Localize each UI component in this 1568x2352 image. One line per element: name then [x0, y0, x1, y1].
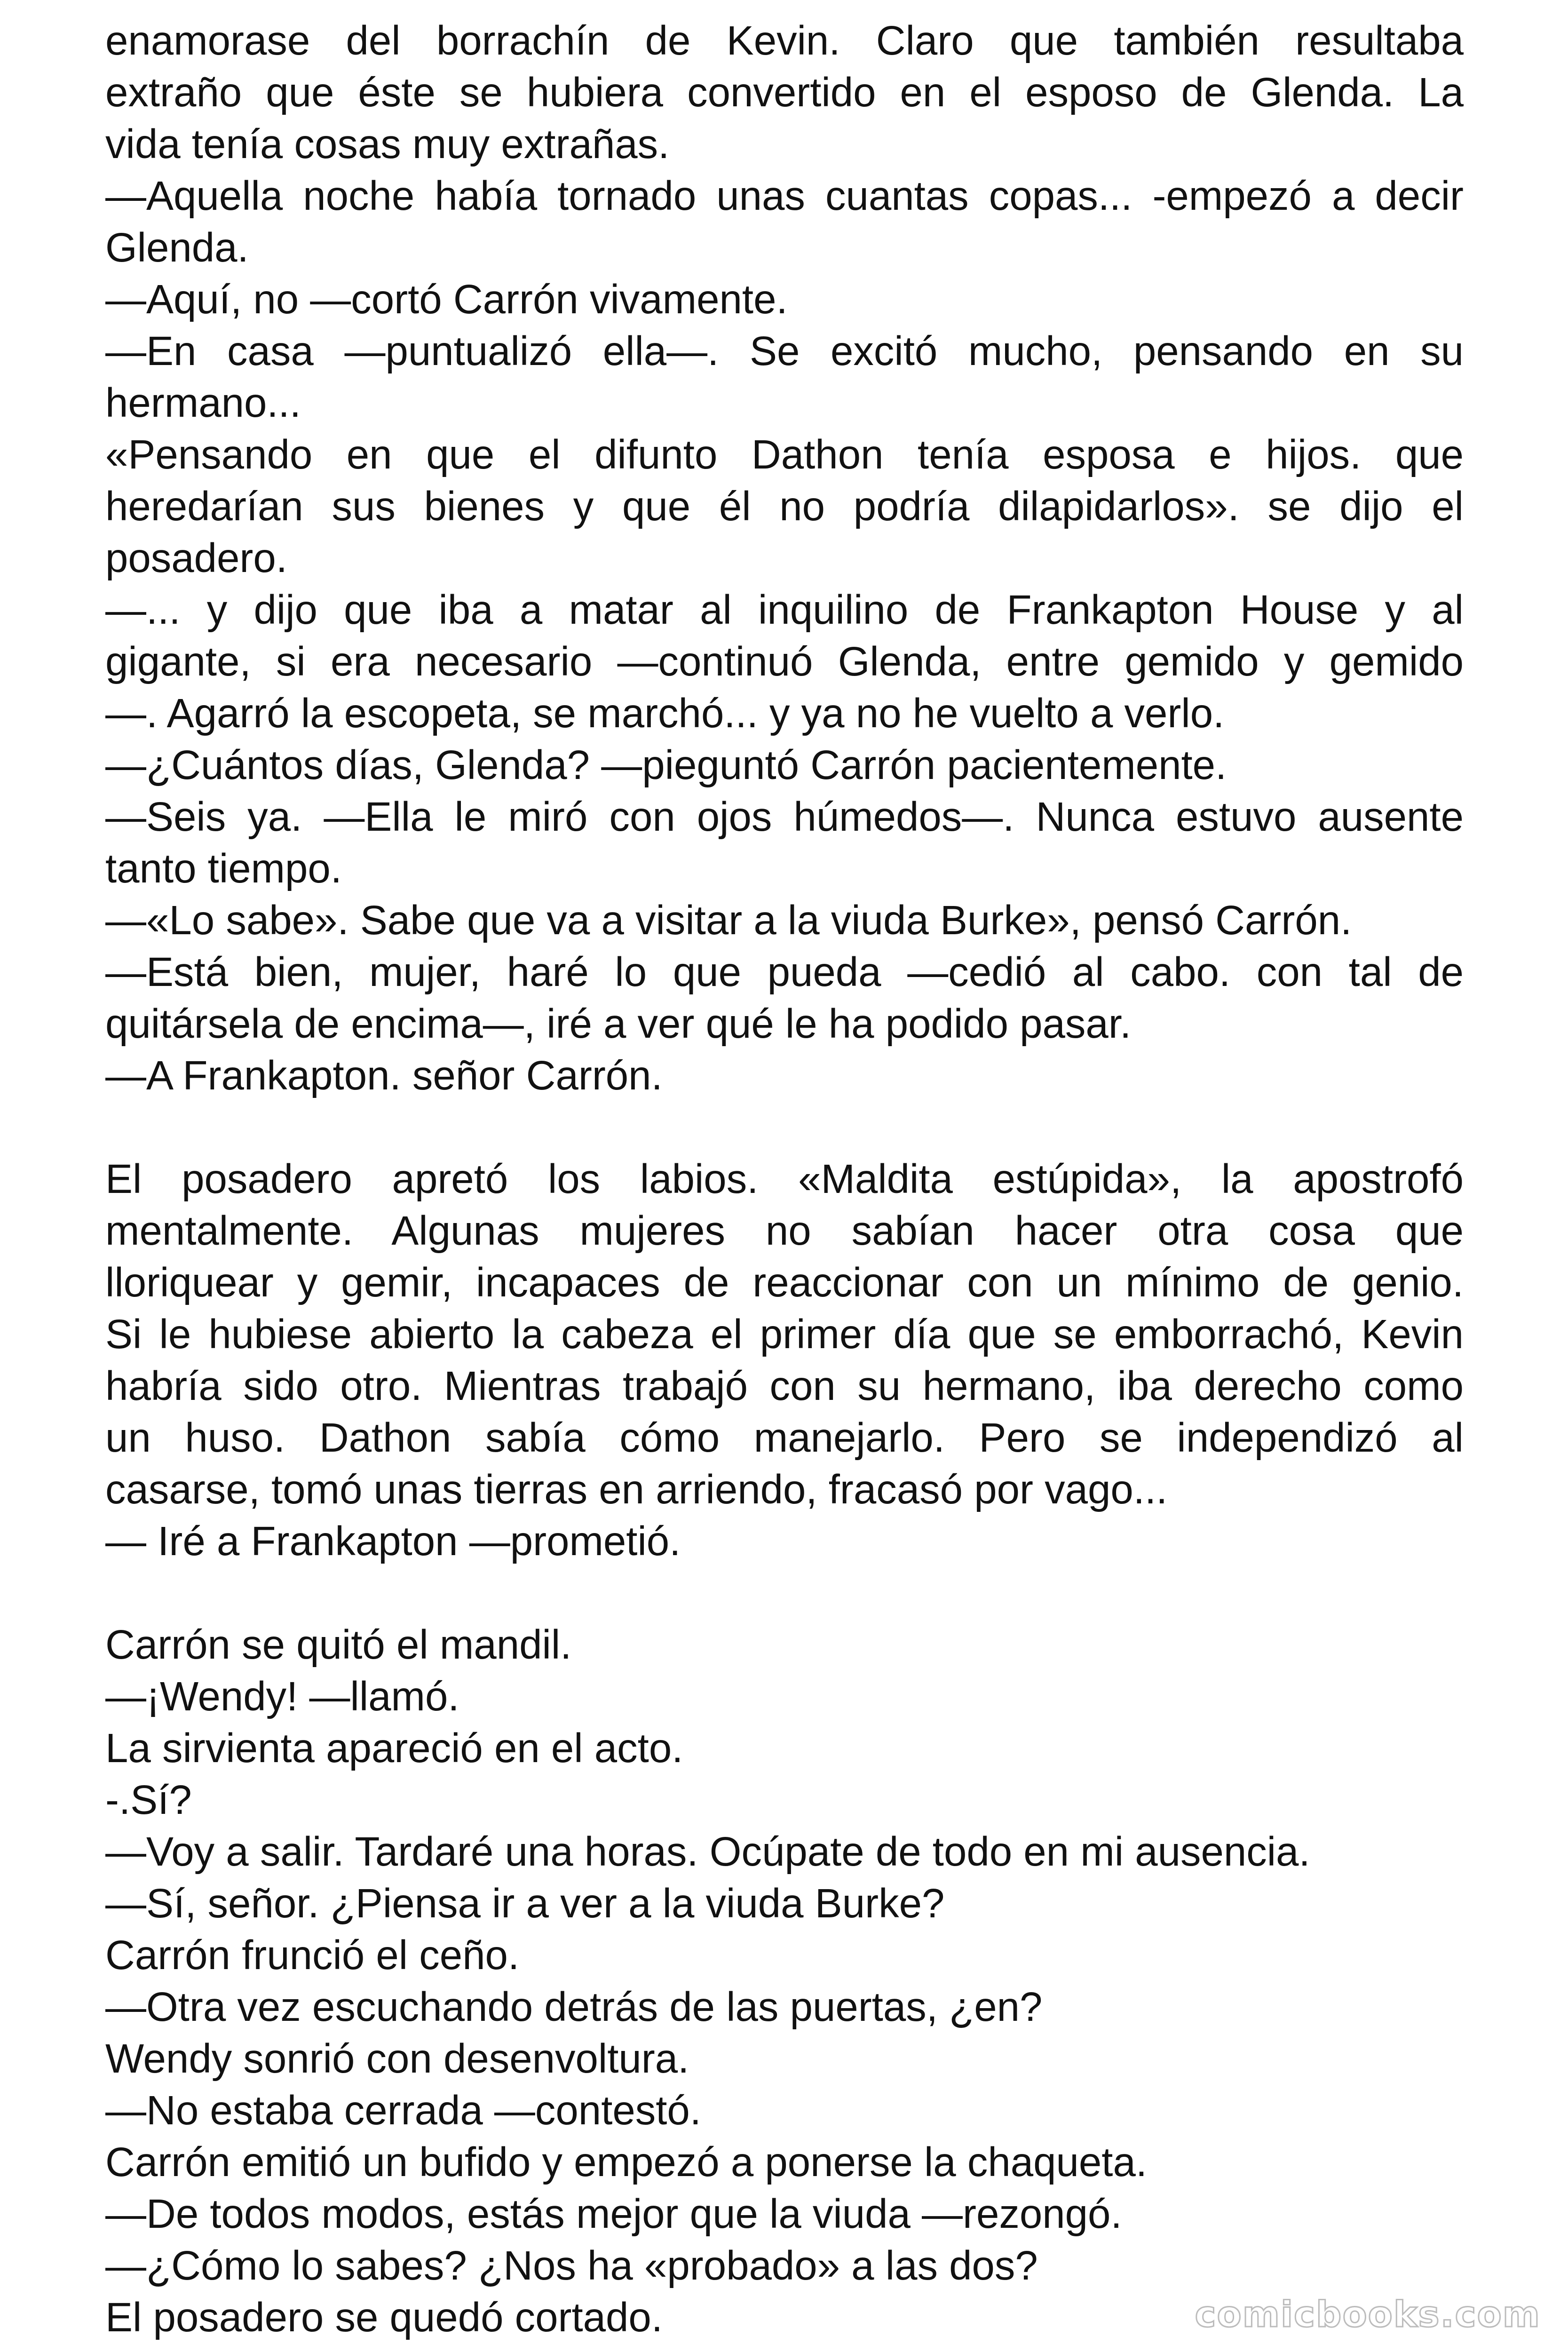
document-page: [105, 15, 1464, 2344]
text-line: —¡Wendy! —llamó.: [105, 1674, 459, 1719]
text-line: —Sí, señor. ¿Piensa ir a ver a la viuda Burke?: [105, 1881, 945, 1926]
text-line: gigante, si era necesario —continuó Glenda, entre gemido y gemido: [105, 639, 1464, 684]
text-line: habría sido otro. Mientras trabajó con su hermano, iba derecho como: [105, 1363, 1464, 1409]
text-line: lloriquear y gemir, incapaces de reaccionar con un mínimo de genio.: [105, 1260, 1464, 1305]
text-line: —... y dijo que iba a matar al inquilino de Frankapton House y al: [105, 587, 1464, 633]
text-line: heredarían sus bienes y que él no podría dilapidarlos». se dijo el: [105, 484, 1464, 529]
text-line: La sirvienta apareció en el acto.: [105, 1725, 683, 1771]
text-line: hermano...: [105, 380, 301, 426]
text-line: El posadero se quedó cortado.: [105, 2295, 663, 2340]
text-line: Carrón se quitó el mandil.: [105, 1622, 572, 1668]
text-line: —Seis ya. —Ella le miró con ojos húmedos—. Nunca estuvo ausente: [105, 794, 1464, 840]
text-line: —¿Cómo lo sabes? ¿Nos ha «probado» a las dos?: [105, 2243, 1038, 2288]
watermark: comicbooks.com: [1195, 2293, 1541, 2335]
text-line: —Aquella noche había tornado unas cuantas copas... -empezó a decir: [105, 173, 1464, 219]
text-line: —¿Cuántos días, Glenda? —pieguntó Carrón pacientemente.: [105, 742, 1227, 788]
text-line: un huso. Dathon sabía cómo manejarlo. Pero se independizó al: [105, 1415, 1464, 1461]
text-line: casarse, tomó unas tierras en arriendo, fracasó por vago...: [105, 1467, 1168, 1512]
text-line: Glenda.: [105, 225, 249, 270]
text-line: —Aquí, no —cortó Carrón vivamente.: [105, 277, 788, 322]
text-line: Carrón frunció el ceño.: [105, 1932, 520, 1978]
text-line: —En casa —puntualizó ella—. Se excitó mucho, pensando en su: [105, 328, 1464, 374]
text-line: —«Lo sabe». Sabe que va a visitar a la viuda Burke», pensó Carrón.: [105, 898, 1352, 943]
text-line: —Está bien, mujer, haré lo que pueda —cedió al cabo. con tal de: [105, 949, 1464, 995]
paragraph-block-2: [105, 1153, 1464, 1567]
text-line: mentalmente. Algunas mujeres no sabían hacer otra cosa que: [105, 1208, 1464, 1254]
text-line: El posadero apretó los labios. «Maldita estúpida», la apostrofó: [105, 1156, 1464, 1202]
text-line: -.Sí?: [105, 1777, 192, 1823]
text-line: —Otra vez escuchando detrás de las puertas, ¿en?: [105, 1984, 1043, 2030]
text-line: Wendy sonrió con desenvoltura.: [105, 2036, 689, 2082]
paragraph-block-3: [105, 1619, 1464, 2344]
text-line: enamorase del borrachín de Kevin. Claro que también resultaba: [105, 18, 1464, 64]
text-line: quitársela de encima—, iré a ver qué le ha podido pasar.: [105, 1001, 1132, 1047]
text-line: —A Frankapton. señor Carrón.: [105, 1053, 663, 1098]
text-line: posadero.: [105, 535, 287, 581]
text-line: — Iré a Frankapton —prometió.: [105, 1518, 681, 1564]
text-line: —No estaba cerrada —contestó.: [105, 2088, 701, 2133]
text-line: «Pensando en que el difunto Dathon tenía esposa e hijos. que: [105, 432, 1464, 477]
text-line: —Voy a salir. Tardaré una horas. Ocúpate de todo en mi ausencia.: [105, 1829, 1310, 1875]
text-line: vida tenía cosas muy extrañas.: [105, 121, 670, 167]
text-line: extraño que éste se hubiera convertido en el esposo de Glenda. La: [105, 70, 1464, 115]
text-line: Carrón emitió un bufido y empezó a ponerse la chaqueta.: [105, 2139, 1148, 2185]
text-line: —. Agarró la escopeta, se marchó... y ya no he vuelto a verlo.: [105, 691, 1225, 736]
text-line: Si le hubiese abierto la cabeza el primer día que se emborrachó, Kevin: [105, 1311, 1464, 1357]
text-line: tanto tiempo.: [105, 846, 342, 891]
text-line: —De todos modos, estás mejor que la viuda —rezongó.: [105, 2191, 1122, 2237]
paragraph-block-1: [105, 15, 1464, 1102]
